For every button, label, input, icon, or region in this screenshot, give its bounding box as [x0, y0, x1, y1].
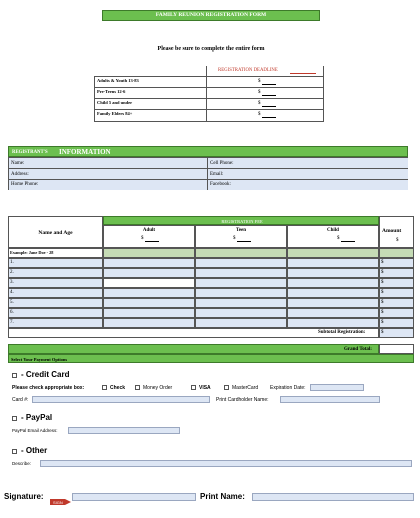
fee-row-currency: $ — [381, 260, 384, 265]
fee-row-currency: $ — [381, 280, 384, 285]
fee-row-fee-cell[interactable] — [287, 278, 379, 288]
amount-header: Amount — [382, 228, 402, 234]
deadline-row-currency: $ — [258, 112, 261, 117]
adult-header: Adult — [142, 228, 156, 233]
fee-row — [8, 268, 414, 278]
fee-row-fee-cell[interactable] — [195, 278, 287, 288]
registrant-header — [8, 146, 408, 157]
registrant-header-suffix: INFORMATION — [59, 148, 111, 156]
fee-row-fee-cell[interactable] — [103, 278, 195, 288]
deadline-row-label: Child 5 and under — [97, 100, 133, 105]
fee-row-fee-cell[interactable] — [103, 288, 195, 298]
deadline-row-label: Family Elders 84+ — [97, 111, 133, 116]
svg-text:SIGN: SIGN — [53, 500, 63, 505]
fee-row-name-cell[interactable] — [8, 278, 103, 288]
expiration-label: Expiration Date: — [270, 385, 306, 391]
cardholder-label: Print Cardholder Name: — [216, 397, 269, 403]
fee-row-amount-cell[interactable] — [379, 308, 414, 318]
paypal-title: - PayPal — [21, 413, 53, 422]
child-header: Child — [327, 228, 339, 233]
other-checkbox[interactable] — [12, 449, 17, 454]
deadline-row-currency: $ — [258, 90, 261, 95]
fee-row-name-cell[interactable] — [8, 258, 103, 268]
fee-row — [8, 278, 414, 288]
example-row — [8, 248, 414, 258]
fee-row-amount-cell[interactable] — [379, 288, 414, 298]
fee-row-number: 5. — [10, 300, 14, 305]
deadline-row-label: Pre-Teens 12-6 — [97, 89, 126, 94]
paypal-email-input[interactable] — [68, 427, 180, 434]
fee-row-amount-cell[interactable] — [379, 278, 414, 288]
cell-phone-label: Cell Phone: — [210, 161, 234, 166]
fee-row-number: 1. — [10, 260, 14, 265]
subtotal-currency: $ — [381, 330, 384, 335]
fee-row-number: 7. — [10, 320, 14, 325]
address-field[interactable] — [9, 169, 207, 180]
deadline-row-input[interactable] — [262, 117, 276, 118]
credit-card-title: - Credit Card — [21, 370, 70, 379]
teen-header: Teen — [235, 228, 247, 233]
money-order-option: Money Order — [143, 385, 173, 391]
subtotal-label: Subtotal Registration: — [318, 330, 366, 335]
card-number-label: Card #: — [12, 397, 29, 403]
visa-option: VISA — [199, 385, 211, 391]
paypal-section — [8, 413, 414, 437]
fee-row-fee-cell[interactable] — [195, 268, 287, 278]
address-label: Address: — [11, 172, 29, 177]
fee-header — [103, 216, 379, 225]
fee-row-currency: $ — [381, 300, 384, 305]
money-order-checkbox[interactable] — [135, 385, 140, 390]
fee-row — [8, 298, 414, 308]
deadline-input[interactable] — [290, 73, 316, 74]
cardholder-input[interactable] — [280, 396, 380, 403]
paypal-email-label: PayPal Email Address: — [12, 428, 58, 433]
grand-total-label: Grand Total: — [344, 347, 372, 352]
home-phone-field[interactable] — [9, 180, 207, 190]
grand-total-bar — [8, 344, 379, 354]
fee-row-name-cell[interactable] — [8, 288, 103, 298]
amount-currency: $ — [396, 238, 399, 243]
signature-input[interactable] — [72, 493, 196, 501]
name-field[interactable] — [9, 158, 207, 169]
fee-row — [8, 288, 414, 298]
other-title: - Other — [21, 446, 48, 455]
fee-row-currency: $ — [381, 270, 384, 275]
fee-row-fee-cell[interactable] — [103, 318, 195, 328]
credit-card-checkbox[interactable] — [12, 373, 17, 378]
fee-row-name-cell[interactable] — [8, 318, 103, 328]
fee-row-amount-cell[interactable] — [379, 258, 414, 268]
grand-total-input[interactable] — [379, 344, 414, 354]
payment-header-label: Select Your Payment Options — [11, 356, 68, 362]
example-text: Example: Jane Doe - 28 — [10, 250, 54, 255]
facebook-label: Facebook: — [210, 182, 231, 187]
fee-row-fee-cell[interactable] — [103, 298, 195, 308]
fee-row-fee-cell[interactable] — [287, 318, 379, 328]
deadline-row-label: Adults & Youth 13-83 — [97, 78, 139, 83]
signature-arrow-icon — [50, 493, 72, 505]
name-label: Name: — [11, 161, 25, 166]
deadline-row-input[interactable] — [262, 84, 276, 85]
fee-row-fee-cell[interactable] — [103, 308, 195, 318]
child-fee-input[interactable] — [341, 241, 355, 242]
teen-currency: $ — [233, 236, 236, 241]
fee-row-fee-cell[interactable] — [287, 268, 379, 278]
subtotal-row — [8, 328, 414, 338]
adult-fee-input[interactable] — [145, 241, 159, 242]
fee-table — [8, 216, 414, 369]
home-phone-label: Home Phone: — [11, 182, 39, 187]
check-option: Check — [110, 385, 126, 391]
payment-header — [8, 354, 414, 363]
email-field[interactable] — [207, 169, 408, 180]
print-name-input[interactable] — [252, 493, 414, 501]
fee-row-name-cell[interactable] — [8, 298, 103, 308]
expiration-input[interactable] — [310, 384, 364, 391]
registrant-table — [8, 157, 408, 190]
mastercard-option: MasterCard — [232, 385, 259, 391]
fee-row-name-cell[interactable] — [8, 268, 103, 278]
fee-row-fee-cell[interactable] — [195, 308, 287, 318]
fee-row-number: 2. — [10, 270, 14, 275]
cell-phone-field[interactable] — [207, 158, 408, 169]
fee-row-number: 4. — [10, 290, 14, 295]
deadline-table — [94, 66, 324, 121]
fee-row-fee-cell[interactable] — [287, 258, 379, 268]
deadline-label: REGISTRATION DEADLINE — [218, 68, 278, 73]
subtotal-input[interactable] — [379, 328, 414, 338]
registrant-header-prefix: REGISTRANT'S — [12, 150, 48, 155]
adult-currency: $ — [141, 236, 144, 241]
fee-row-fee-cell[interactable] — [195, 298, 287, 308]
fee-row-fee-cell[interactable] — [103, 258, 195, 268]
signature-label: Signature: — [4, 492, 44, 501]
other-section — [8, 446, 414, 470]
fee-row-fee-cell[interactable] — [195, 258, 287, 268]
fee-row — [8, 318, 414, 328]
print-name-label: Print Name: — [200, 492, 245, 501]
paypal-checkbox[interactable] — [12, 416, 17, 421]
check-box-prompt: Please check appropriate box: — [12, 385, 85, 391]
email-label: Email: — [210, 172, 224, 177]
fee-row-amount-cell[interactable] — [379, 298, 414, 308]
child-currency: $ — [337, 236, 340, 241]
describe-label: Describe: — [12, 461, 32, 466]
deadline-row-currency: $ — [258, 79, 261, 84]
fee-row-fee-cell[interactable] — [287, 308, 379, 318]
deadline-row-currency: $ — [258, 101, 261, 106]
fee-row-fee-cell[interactable] — [287, 298, 379, 308]
deadline-row-input[interactable] — [262, 106, 276, 107]
fee-row-number: 6. — [10, 310, 14, 315]
fee-row-currency: $ — [381, 320, 384, 325]
fee-row-amount-cell[interactable] — [379, 268, 414, 278]
fee-row-fee-cell[interactable] — [287, 288, 379, 298]
deadline-row-input[interactable] — [262, 95, 276, 96]
fee-row-currency: $ — [381, 310, 384, 315]
fee-row — [8, 258, 414, 268]
fee-row-fee-cell[interactable] — [195, 318, 287, 328]
mastercard-checkbox[interactable] — [224, 385, 229, 390]
card-number-input[interactable] — [32, 396, 210, 403]
instruction-text: Please be sure to complete the entire form — [157, 46, 265, 52]
visa-checkbox[interactable] — [191, 385, 196, 390]
fee-header-label: REGISTRATION FEE — [221, 218, 263, 224]
check-checkbox[interactable] — [102, 385, 107, 390]
fee-row-amount-cell[interactable] — [379, 318, 414, 328]
fee-row-currency: $ — [381, 290, 384, 295]
fee-row-name-cell[interactable] — [8, 308, 103, 318]
fee-row-fee-cell[interactable] — [103, 268, 195, 278]
teen-fee-input[interactable] — [237, 241, 251, 242]
fee-row-fee-cell[interactable] — [195, 288, 287, 298]
fee-row — [8, 308, 414, 318]
fee-row-number: 3. — [10, 280, 14, 285]
form-title: FAMILY REUNION REGISTRATION FORM — [155, 12, 267, 18]
describe-input[interactable] — [40, 460, 412, 467]
credit-card-section — [8, 370, 414, 410]
name-age-header: Name and Age — [38, 230, 73, 236]
deadline-row — [94, 109, 324, 122]
signature-row — [0, 490, 420, 506]
facebook-field[interactable] — [207, 180, 408, 190]
